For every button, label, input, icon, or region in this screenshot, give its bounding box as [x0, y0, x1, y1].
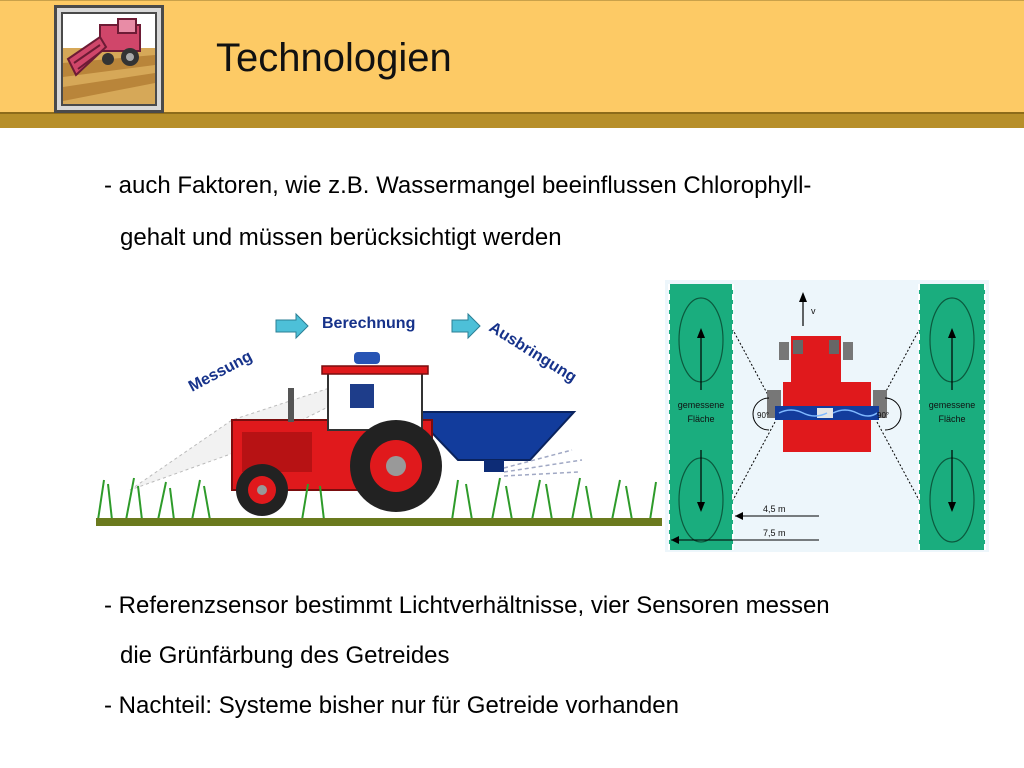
combine-harvester-logo [52, 3, 166, 115]
bullet-1-line-1: - auch Faktoren, wie z.B. Wassermangel beeinflussen Chlorophyll- [104, 172, 812, 199]
label-velocity: v [811, 306, 816, 316]
label-measured-left-2: Fläche [687, 414, 715, 424]
bullet-1-line-2: gehalt und müssen berücksichtigt werden [120, 224, 562, 251]
label-ausbringung: Ausbringung [485, 318, 580, 387]
label-messung: Messung [185, 347, 256, 396]
label-measured-right-1: gemessene [928, 400, 976, 410]
dimension-outer: 7,5 m [763, 528, 786, 538]
label-measured-right-2: Fläche [938, 414, 966, 424]
dimension-inner: 4,5 m [763, 504, 786, 514]
angle-left-label: 90° [757, 411, 770, 420]
bullet-2-line-2: die Grünfärbung des Getreides [120, 642, 450, 669]
bullet-2-line-1: - Referenzsensor bestimmt Lichtverhältnisse, vier Sensoren messen [104, 592, 830, 619]
label-berechnung: Berechnung [322, 315, 416, 332]
angle-right-label: 90° [877, 411, 890, 420]
label-measured-left-1: gemessene [677, 400, 725, 410]
sensor-coverage-diagram [665, 280, 989, 552]
page-title: Technologien [216, 36, 452, 80]
tractor-illustration [92, 300, 664, 532]
bullet-3: - Nachteil: Systeme bisher nur für Getreide vorhanden [104, 692, 679, 719]
